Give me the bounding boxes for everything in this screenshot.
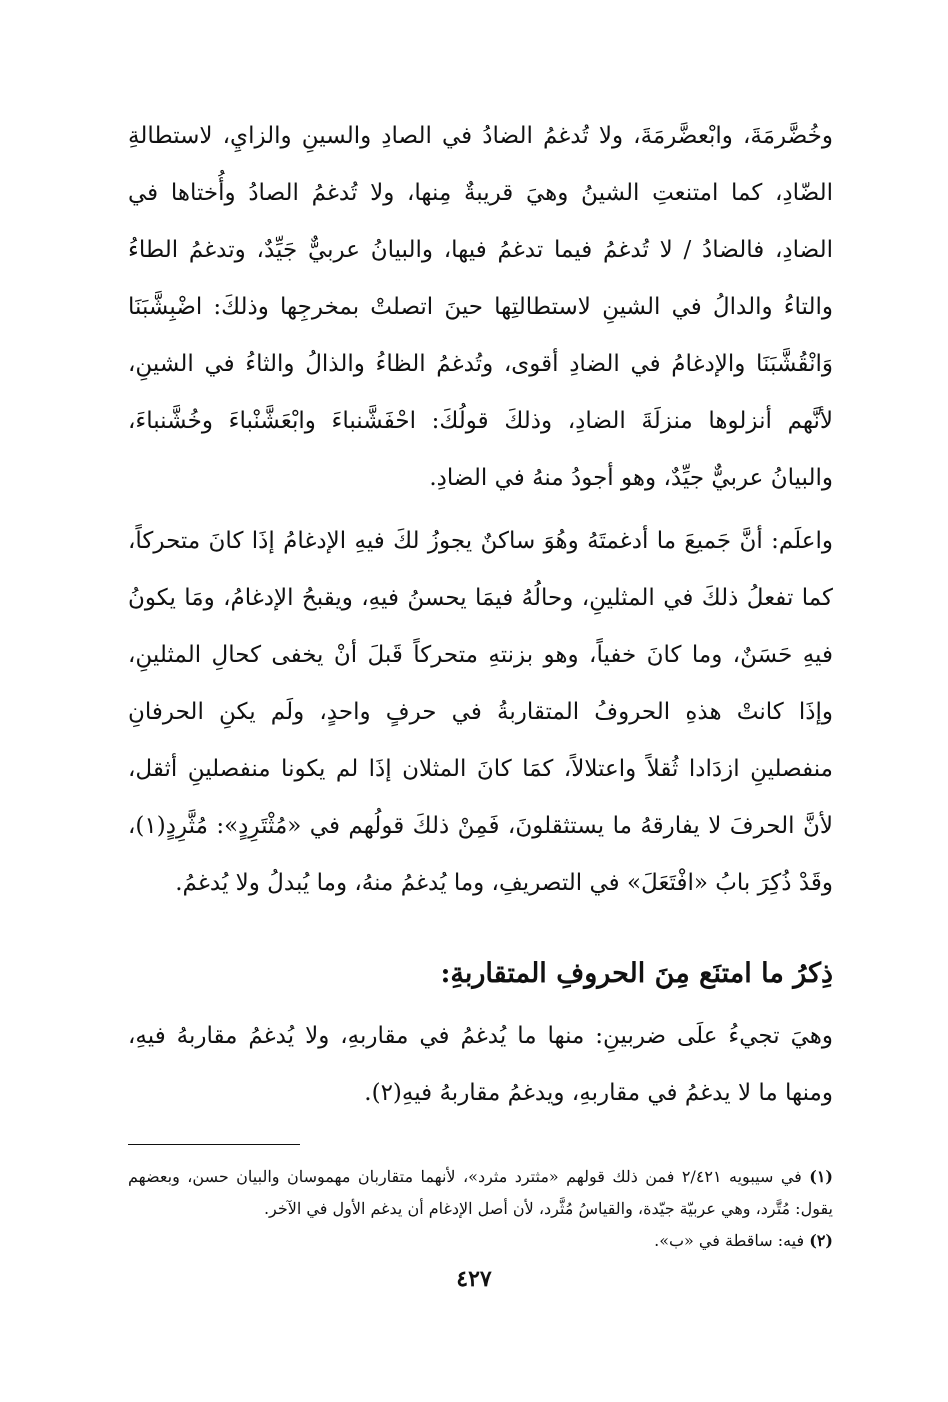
page-number: ٤٢٧ <box>456 1266 492 1292</box>
footnote-separator-wrap <box>128 1144 833 1145</box>
footnote-2 <box>128 1225 833 1257</box>
paragraph-1: وخُضَّرمَةَ، وابْعضَّرمَةَ، ولا تُدغمُ الضادُ في الصادِ والسينِ والزايِ، لاستطالةِ الضّادِ، كما امتنعتِ الشينُ وهيَ قريبةٌ مِنها، ولا تُدغمُ الصادُ وأُختاها في الضادِ، فالضادُ / لا تُدغمُ فيما تدغمُ فيها، والبيانُ عربيٌّ جَيِّدٌ، وتدغمُ الطاءُ والتاءُ والدالُ في الشينِ لاستطالتِها حينَ اتصلتْ بمخرجِها وذلكَ: اضْبِشَّبَنَا وَانْقُشَّبَنَا والإدغامُ في الضادِ أقوى، وتُدغمُ الظاءُ والذالُ والثاءُ في الشينِ، لأنَّهم أنزلوها منزلَةَ الضادِ، وذلكَ قولُكَ: احْفَشَّنباءَ وابْعَشَّنْباءَ وخُشَّنباءَ، والبيانُ عربيٌّ جيِّدٌ، وهو أجودُ منهُ في الضادِ. <box>128 123 833 491</box>
footnote-1-number: (١) <box>809 1167 833 1186</box>
paragraph-3: وهيَ تجيءُ علَى ضربينِ: منها ما يُدغمُ في مقاربهِ، ولا يُدغمُ مقاربهُ فيهِ، ومنها ما لا يدغمُ في مقاربهِ، ويدغمُ مقاربهُ فيهِ(٢). <box>128 1023 833 1106</box>
footnotes <box>128 1161 833 1257</box>
footnote-separator <box>128 1144 300 1145</box>
footnote-1-text: في سيبويه ٢/٤٢١ فمن ذلك قولهم «مثترد مثرد»، لأنهما متقاربان مهموسان والبيان حسن، وبعضهم يقول: مُتَّرد، وهي عربيّة جيّدة، والقياسُ مُثَّرد، لأن أصل الإدغام أن يدغم الأول في الآخر. <box>128 1167 833 1218</box>
section-heading: ذِكرُ ما امتنَع مِنَ الحروفِ المتقاربةِ: <box>440 958 833 989</box>
footnote-1 <box>128 1161 833 1225</box>
paragraph-2: واعلَم: أنَّ جَميعَ ما أدغمتَهُ وهُوَ ساكنٌ يجوزُ لكَ فيهِ الإدغامُ إذَا كانَ متحركاً، كما تفعلُ ذلكَ في المثلينِ، وحالُهُ فيمَا يحسنُ فيهِ، ويقبحُ الإدغامُ، ومَا يكونُ فيهِ حَسَنٌ، وما كانَ خفياً، وهو بزنتهِ متحركاً قَبلَ أنْ يخفى كحالِ المثلينِ، وإذَا كانتْ هذهِ الحروفُ المتقاربةُ في حرفٍ واحدٍ، ولَم يكنِ الحرفانِ منفصلينِ ازدَادا ثُقلاً واعتلالاً، كمَا كانَ المثلان إذَا لم يكونا منفصلينِ أثقل، لأنَّ الحرفَ لا يفارقهُ ما يستثقلونَ، فَمِنْ ذلكَ قولُهم في «مُثْتَرِدٍ»: مُثَّرِدٍ(١)، وقَدْ ذُكِرَ بابُ «افْتَعَلَ» في التصريفِ، وما يُدغمُ منهُ، وما يُبدلُ ولا يُدغمُ. <box>128 528 833 896</box>
footnote-2-number: (٢) <box>809 1231 833 1250</box>
page-body <box>128 108 833 1257</box>
footnote-2-text: فيه: ساقطة في «ب». <box>654 1231 805 1250</box>
